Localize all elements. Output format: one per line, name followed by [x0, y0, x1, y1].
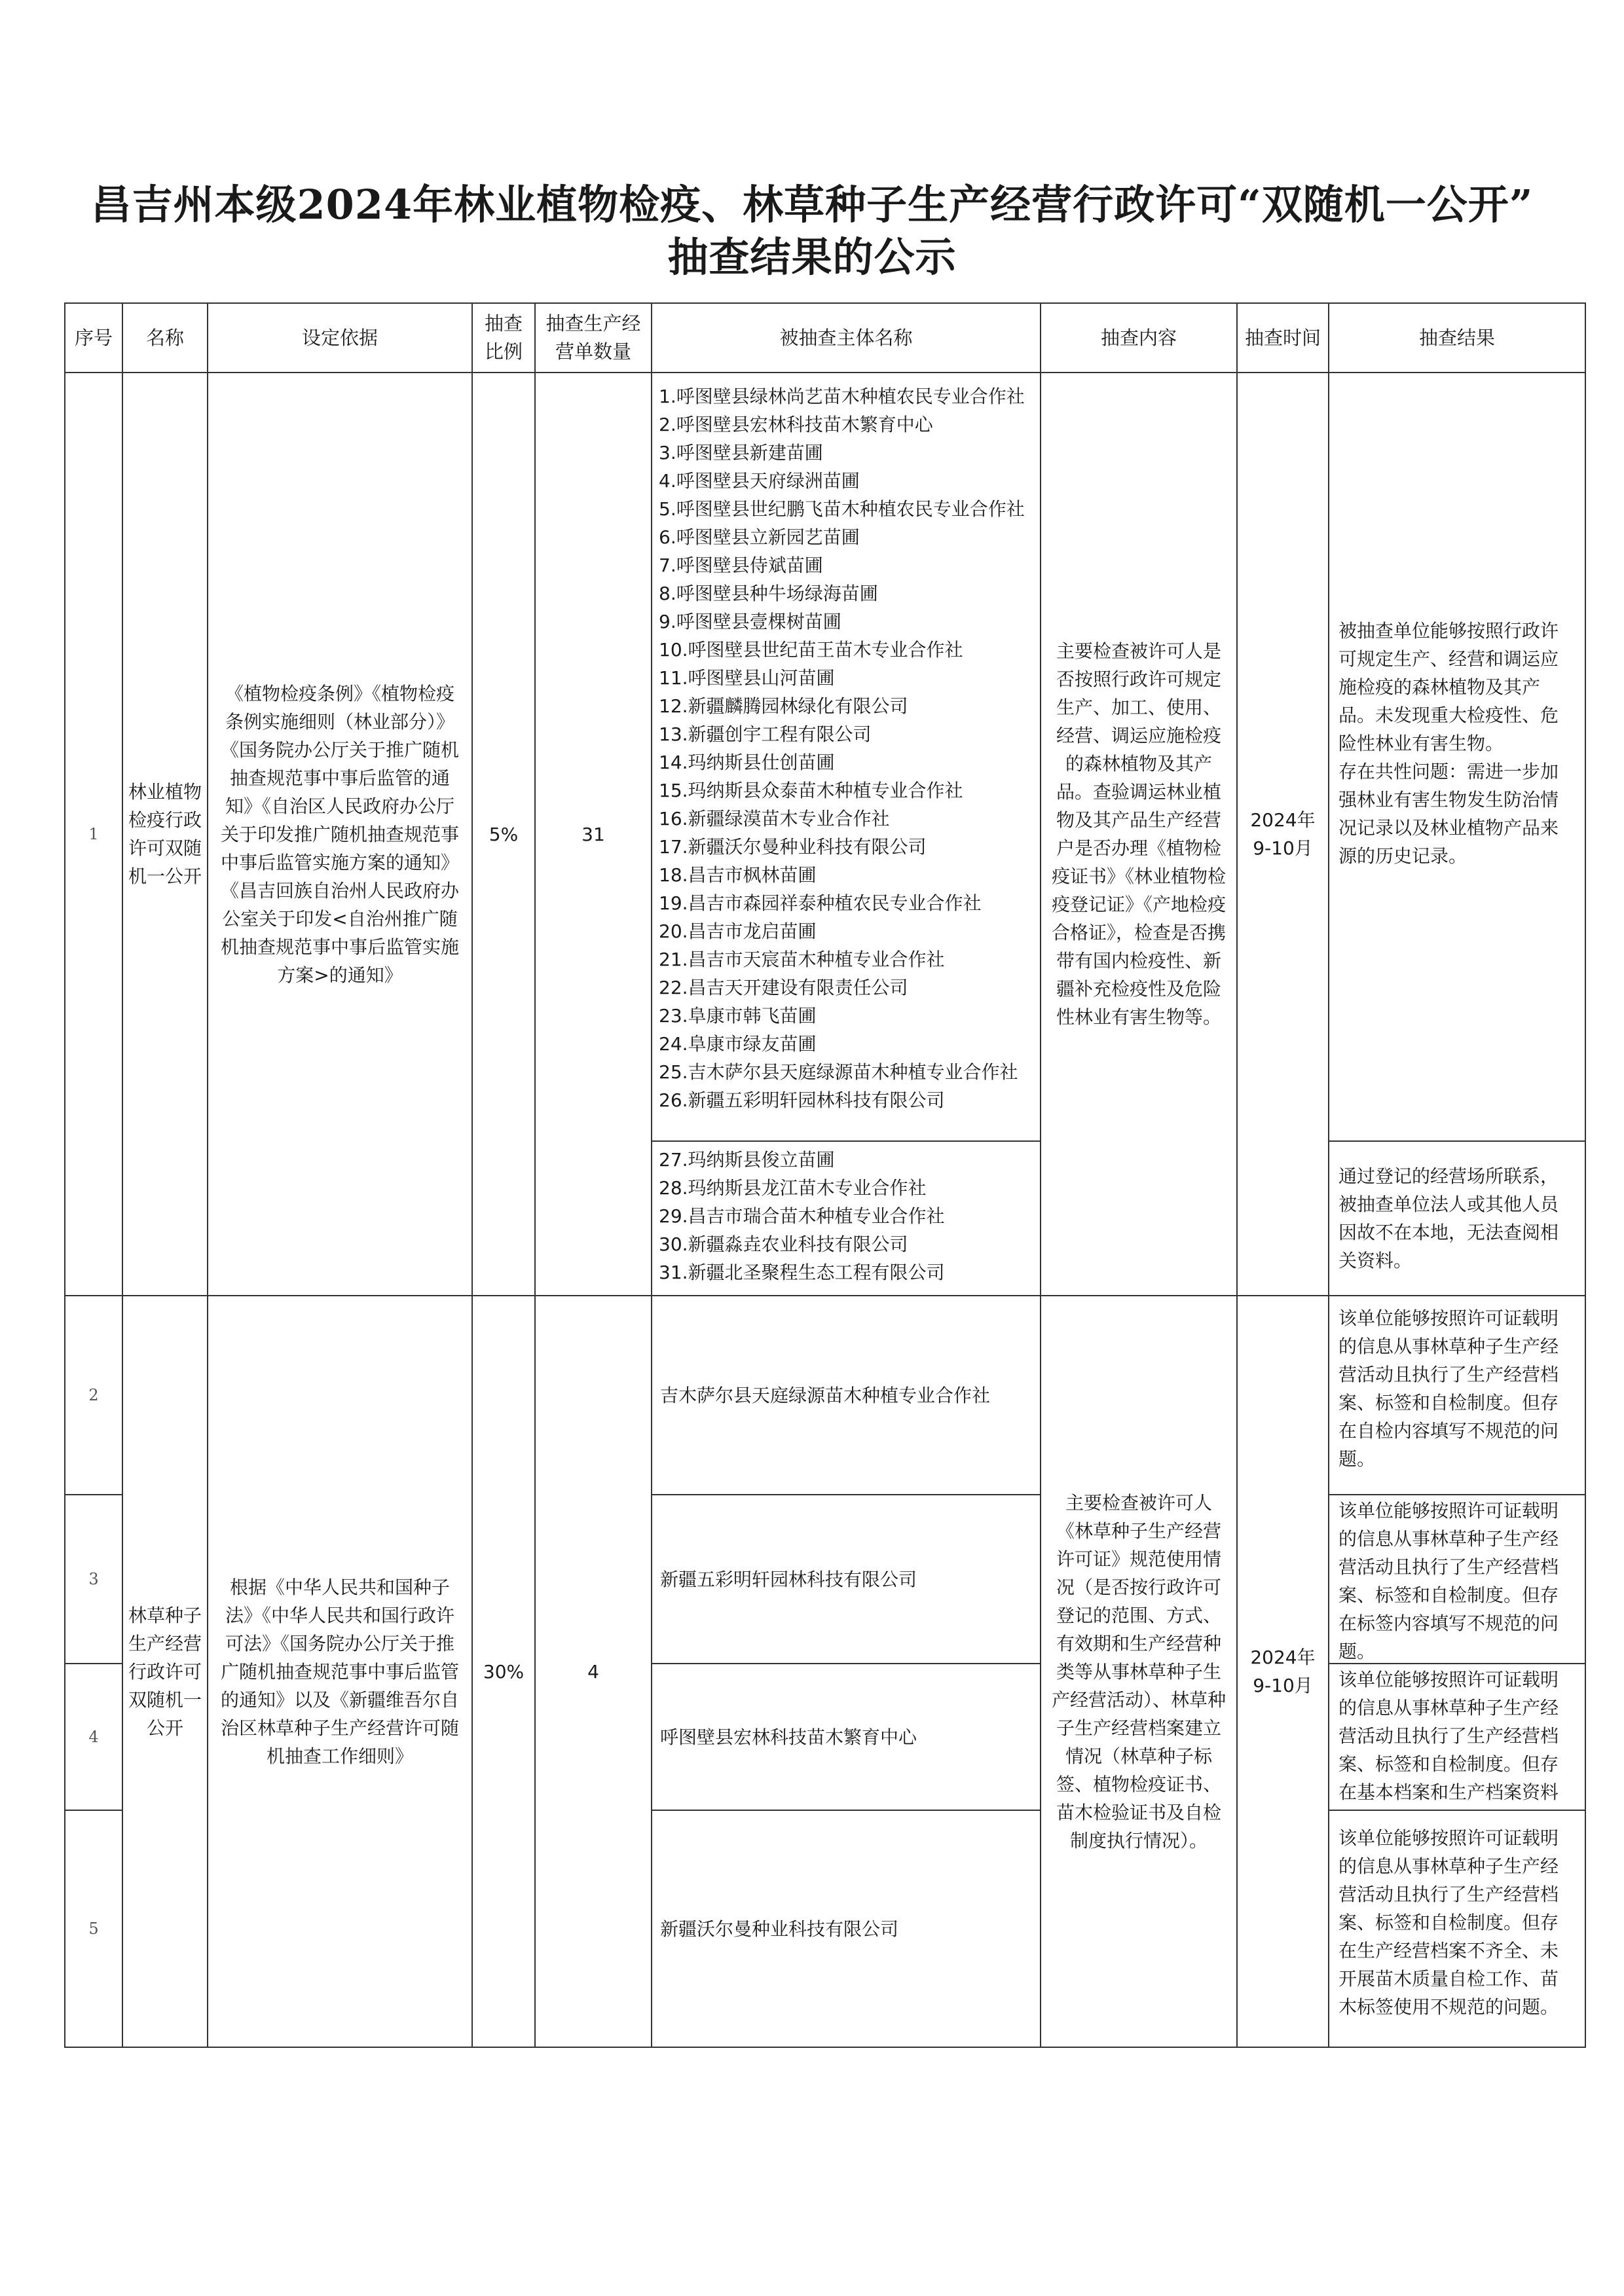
entity-list-item: 3.呼图壁县新建苗圃 [659, 442, 823, 464]
row3-entity-name: 新疆五彩明轩园林科技有限公司 [660, 1568, 917, 1590]
row2-ratio: 30% [471, 1295, 536, 2048]
row4-result [1328, 1663, 1586, 1811]
entity-list-item: 16.新疆绿漠苗木专业合作社 [659, 808, 890, 829]
page-title-line1: 昌吉州本级2024年林业植物检疫、林草种子生产经营行政许可“双随机一公开” [90, 181, 1534, 228]
entity-list-item: 28.玛纳斯县龙江苗木专业合作社 [659, 1177, 927, 1199]
header-content: 抽查内容 [1040, 302, 1238, 373]
row2-result-text: 该单位能够按照许可证载明的信息从事林草种子生产经营活动且执行了生产经营档案、标签和自检制度。但存在自检内容填写不规范的问题。 [1338, 1307, 1559, 1470]
row2-seq: 2 [64, 1295, 123, 1495]
row1-content: 主要检查被许可人是否按照行政许可规定生产、加工、使用、经营、调运应施检疫的森林植物及其产品。查验调运林业植物及其产品生产经营户是否办理《植物检疫证书》《林业植物检疫登记证》《产地检疫合格证》，检查是否携带有国内检疫性、新疆补充检疫性及危险性林业有害生物等。 [1040, 372, 1238, 1296]
entity-list-item: 1.呼图壁县绿林尚艺苗木种植农民专业合作社 [659, 386, 1025, 407]
row3-result-text: 该单位能够按照许可证载明的信息从事林草种子生产经营活动且执行了生产经营档案、标签和自检制度。但存在标签内容填写不规范的问题。 [1338, 1500, 1559, 1662]
row1-name: 林业植物检疫行政许可双随机一公开 [122, 372, 208, 1296]
row1-result-a-text: 被抽查单位能够按照行政许可规定生产、经营和调运应施检疫的森林植物及其产品。未发现重大检疫性、危险性林业有害生物。 [1338, 620, 1559, 754]
header-basis: 设定依据 [207, 302, 473, 373]
row5-result [1328, 1810, 1586, 2048]
header-ratio: 抽查比例 [471, 302, 536, 373]
entity-list-item: 5.呼图壁县世纪鹏飞苗木种植农民专业合作社 [659, 498, 1025, 520]
entity-list-item: 29.昌吉市瑞合苗木种植专业合作社 [659, 1205, 945, 1227]
row5-entity-name: 新疆沃尔曼种业科技有限公司 [660, 1918, 899, 1940]
row1-basis: 《植物检疫条例》《植物检疫条例实施细则（林业部分）》《国务院办公厅关于推广随机抽查规范事中事后监管的通知》《自治区人民政府办公厅关于印发推广随机抽查规范事中事后监管实施方案的通知》《昌吉回族自治州人民政府办公室关于印发<自治州推广随机抽查规范事中事后监管实施方案>的通知》 [207, 372, 473, 1296]
row4-result-text: 该单位能够按照许可证载明的信息从事林草种子生产经营活动且执行了生产经营档案、标签和自检制度。但存在基本档案和生产档案资料 [1338, 1669, 1559, 1803]
row2-time: 2024年9-10月 [1236, 1295, 1329, 2048]
row5-result-text: 该单位能够按照许可证载明的信息从事林草种子生产经营活动且执行了生产经营档案、标签和自检制度。但存在生产经营档案不齐全、未开展苗木质量自检工作、苗木标签使用不规范的问题。 [1338, 1827, 1559, 2018]
entity-list-item: 25.吉木萨尔县天庭绿源苗木种植专业合作社 [659, 1061, 1018, 1083]
entity-list-item: 14.玛纳斯县仕创苗圃 [659, 752, 835, 773]
row1-entity-list-b [651, 1140, 1041, 1296]
entity-list-item: 18.昌吉市枫林苗圃 [659, 864, 817, 886]
row2-name: 林草种子生产经营行政许可双随机一公开 [122, 1295, 208, 2048]
entity-list-item: 15.玛纳斯县众泰苗木种植专业合作社 [659, 780, 963, 801]
row2-content: 主要检查被许可人《林草种子生产经营许可证》规范使用情况（是否按行政许可登记的范围、方式、有效期和生产经营种类等从事林草种子生产经营活动）、林草种子生产经营档案建立情况（林草种子标签、植物检疫证书、苗木检验证书及自检制度执行情况）。 [1040, 1295, 1238, 2048]
entity-list-item: 10.呼图壁县世纪苗王苗木专业合作社 [659, 639, 963, 661]
row4-entity-name: 呼图壁县宏林科技苗木繁育中心 [660, 1726, 917, 1748]
row2-entity-name: 吉木萨尔县天庭绿源苗木种植专业合作社 [660, 1384, 991, 1406]
entity-list-item: 20.昌吉市龙启苗圃 [659, 920, 817, 942]
row1-count: 31 [534, 372, 652, 1296]
row2-entity [651, 1295, 1041, 1495]
row5-seq: 5 [64, 1810, 123, 2048]
entity-list-item: 9.呼图壁县壹棵树苗圃 [659, 611, 841, 632]
row2-basis: 根据《中华人民共和国种子法》《中华人民共和国行政许可法》《国务院办公厅关于推广随机抽查规范事中事后监管的通知》以及《新疆维吾尔自治区林草种子生产经营许可随机抽查工作细则》 [207, 1295, 473, 2048]
header-name: 名称 [122, 302, 208, 373]
entity-list-item: 2.呼图壁县宏林科技苗木繁育中心 [659, 414, 933, 435]
row1-entity-list-a [651, 372, 1041, 1142]
row1-result-a-issue: 存在共性问题：需进一步加强林业有害生物发生防治情况记录以及林业植物产品来源的历史记录。 [1338, 761, 1559, 867]
entity-list-item: 4.呼图壁县天府绿洲苗圃 [659, 470, 860, 492]
row2-result [1328, 1295, 1586, 1495]
entity-list-item: 13.新疆创宇工程有限公司 [659, 723, 872, 745]
entity-list-item: 6.呼图壁县立新园艺苗圃 [659, 526, 860, 548]
header-time: 抽查时间 [1236, 302, 1329, 373]
row1-ratio: 5% [471, 372, 536, 1296]
row3-entity [651, 1494, 1041, 1664]
entity-list-item: 30.新疆淼垚农业科技有限公司 [659, 1233, 908, 1255]
row5-entity [651, 1810, 1041, 2048]
row1-result-a [1328, 372, 1586, 1142]
header-entities: 被抽查主体名称 [651, 302, 1041, 373]
entity-list-item: 26.新疆五彩明轩园林科技有限公司 [659, 1089, 945, 1111]
row3-result [1328, 1494, 1586, 1664]
row2-count: 4 [534, 1295, 652, 2048]
header-count: 抽查生产经营单数量 [534, 302, 652, 373]
entity-list-item: 23.阜康市韩飞苗圃 [659, 1005, 817, 1027]
entity-list-item: 7.呼图壁县侍斌苗圃 [659, 555, 823, 576]
entity-list-item: 19.昌吉市森园祥泰种植农民专业合作社 [659, 892, 982, 914]
entity-list-item: 8.呼图壁县种牛场绿海苗圃 [659, 583, 878, 604]
row4-entity [651, 1663, 1041, 1811]
row1-time: 2024年9-10月 [1236, 372, 1329, 1296]
entity-list-item: 22.昌吉天开建设有限责任公司 [659, 977, 908, 998]
entity-list-item: 17.新疆沃尔曼种业科技有限公司 [659, 836, 927, 858]
row1-seq: 1 [64, 372, 123, 1296]
entity-list-item: 21.昌吉市天宸苗木种植专业合作社 [659, 949, 945, 970]
page-title-line2: 抽查结果的公示 [667, 233, 957, 281]
row4-seq: 4 [64, 1663, 123, 1811]
row1-result-b [1328, 1140, 1586, 1296]
entity-list-item: 24.阜康市绿友苗圃 [659, 1033, 817, 1055]
row3-seq: 3 [64, 1494, 123, 1664]
entity-list-item: 31.新疆北圣聚程生态工程有限公司 [659, 1262, 945, 1283]
entity-list-item: 27.玛纳斯县俊立苗圃 [659, 1149, 835, 1171]
row1-result-b-text: 通过登记的经营场所联系，被抽查单位法人或其他人员因故不在本地，无法查阅相关资料。 [1338, 1165, 1559, 1271]
header-seq: 序号 [64, 302, 123, 373]
header-result: 抽查结果 [1328, 302, 1586, 373]
entity-list-item: 11.呼图壁县山河苗圃 [659, 667, 835, 689]
entity-list-item: 12.新疆麟腾园林绿化有限公司 [659, 695, 908, 717]
